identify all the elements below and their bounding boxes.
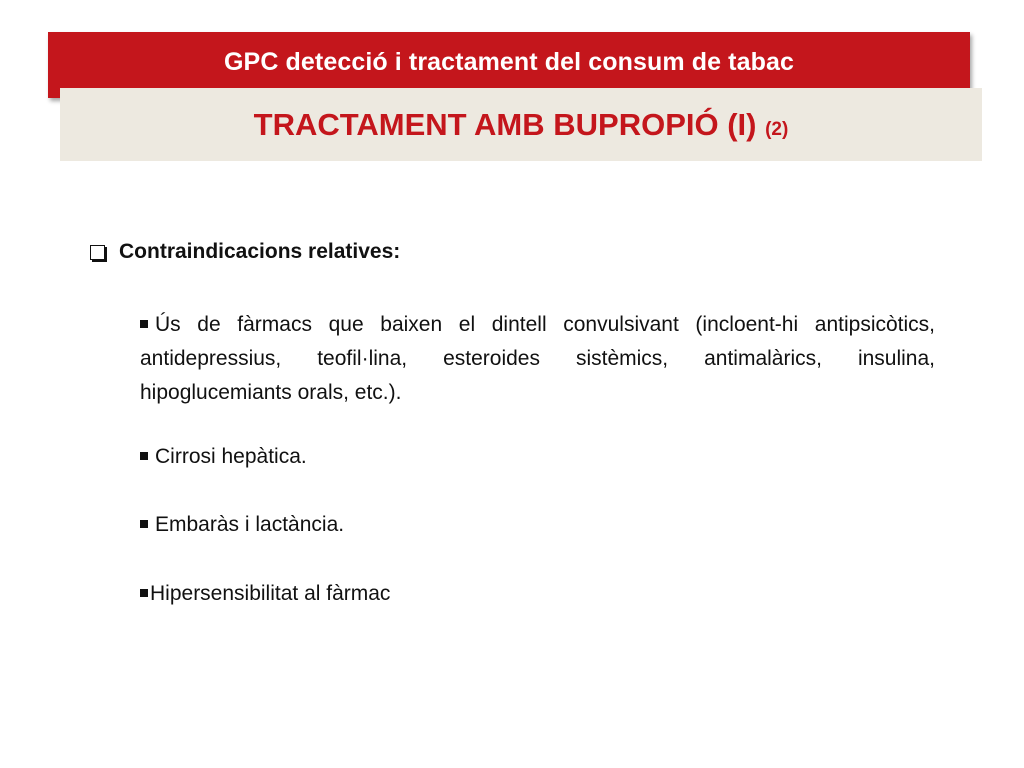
list-item-text: Ús de fàrmacs que baixen el dintell convulsivant (incloent-hi antipsicòtics, antidepressius, teofil·lina, esteroides sistèmics, antimalàrics, insulina, hipoglucemiants orals, etc.).	[140, 313, 935, 404]
square-bullet-icon	[140, 589, 148, 597]
checkbox-bullet-icon	[90, 245, 105, 260]
list-item-text: Hipersensibilitat al fàrmac	[150, 582, 391, 605]
list-item-text: Embaràs i lactància.	[155, 513, 345, 536]
list-item	[140, 445, 307, 469]
list-item	[140, 308, 935, 410]
slide-title-text: TRACTAMENT AMB BUPROPIÓ (I)	[253, 107, 757, 142]
list-item	[140, 513, 344, 537]
subtitle-bar	[60, 88, 982, 161]
section-heading-text: Contraindicacions relatives:	[119, 240, 401, 263]
slide-content	[90, 240, 935, 605]
slide-header-title: GPC detecció i tractament del consum de tabac	[224, 48, 794, 76]
slide-title	[60, 107, 982, 143]
list-item	[140, 582, 390, 606]
list-item-text: Cirrosi hepàtica.	[155, 445, 307, 468]
square-bullet-icon	[140, 452, 148, 460]
reference-number: (2)	[765, 119, 789, 140]
square-bullet-icon	[140, 320, 148, 328]
square-bullet-icon	[140, 520, 148, 528]
section-heading	[90, 240, 935, 264]
